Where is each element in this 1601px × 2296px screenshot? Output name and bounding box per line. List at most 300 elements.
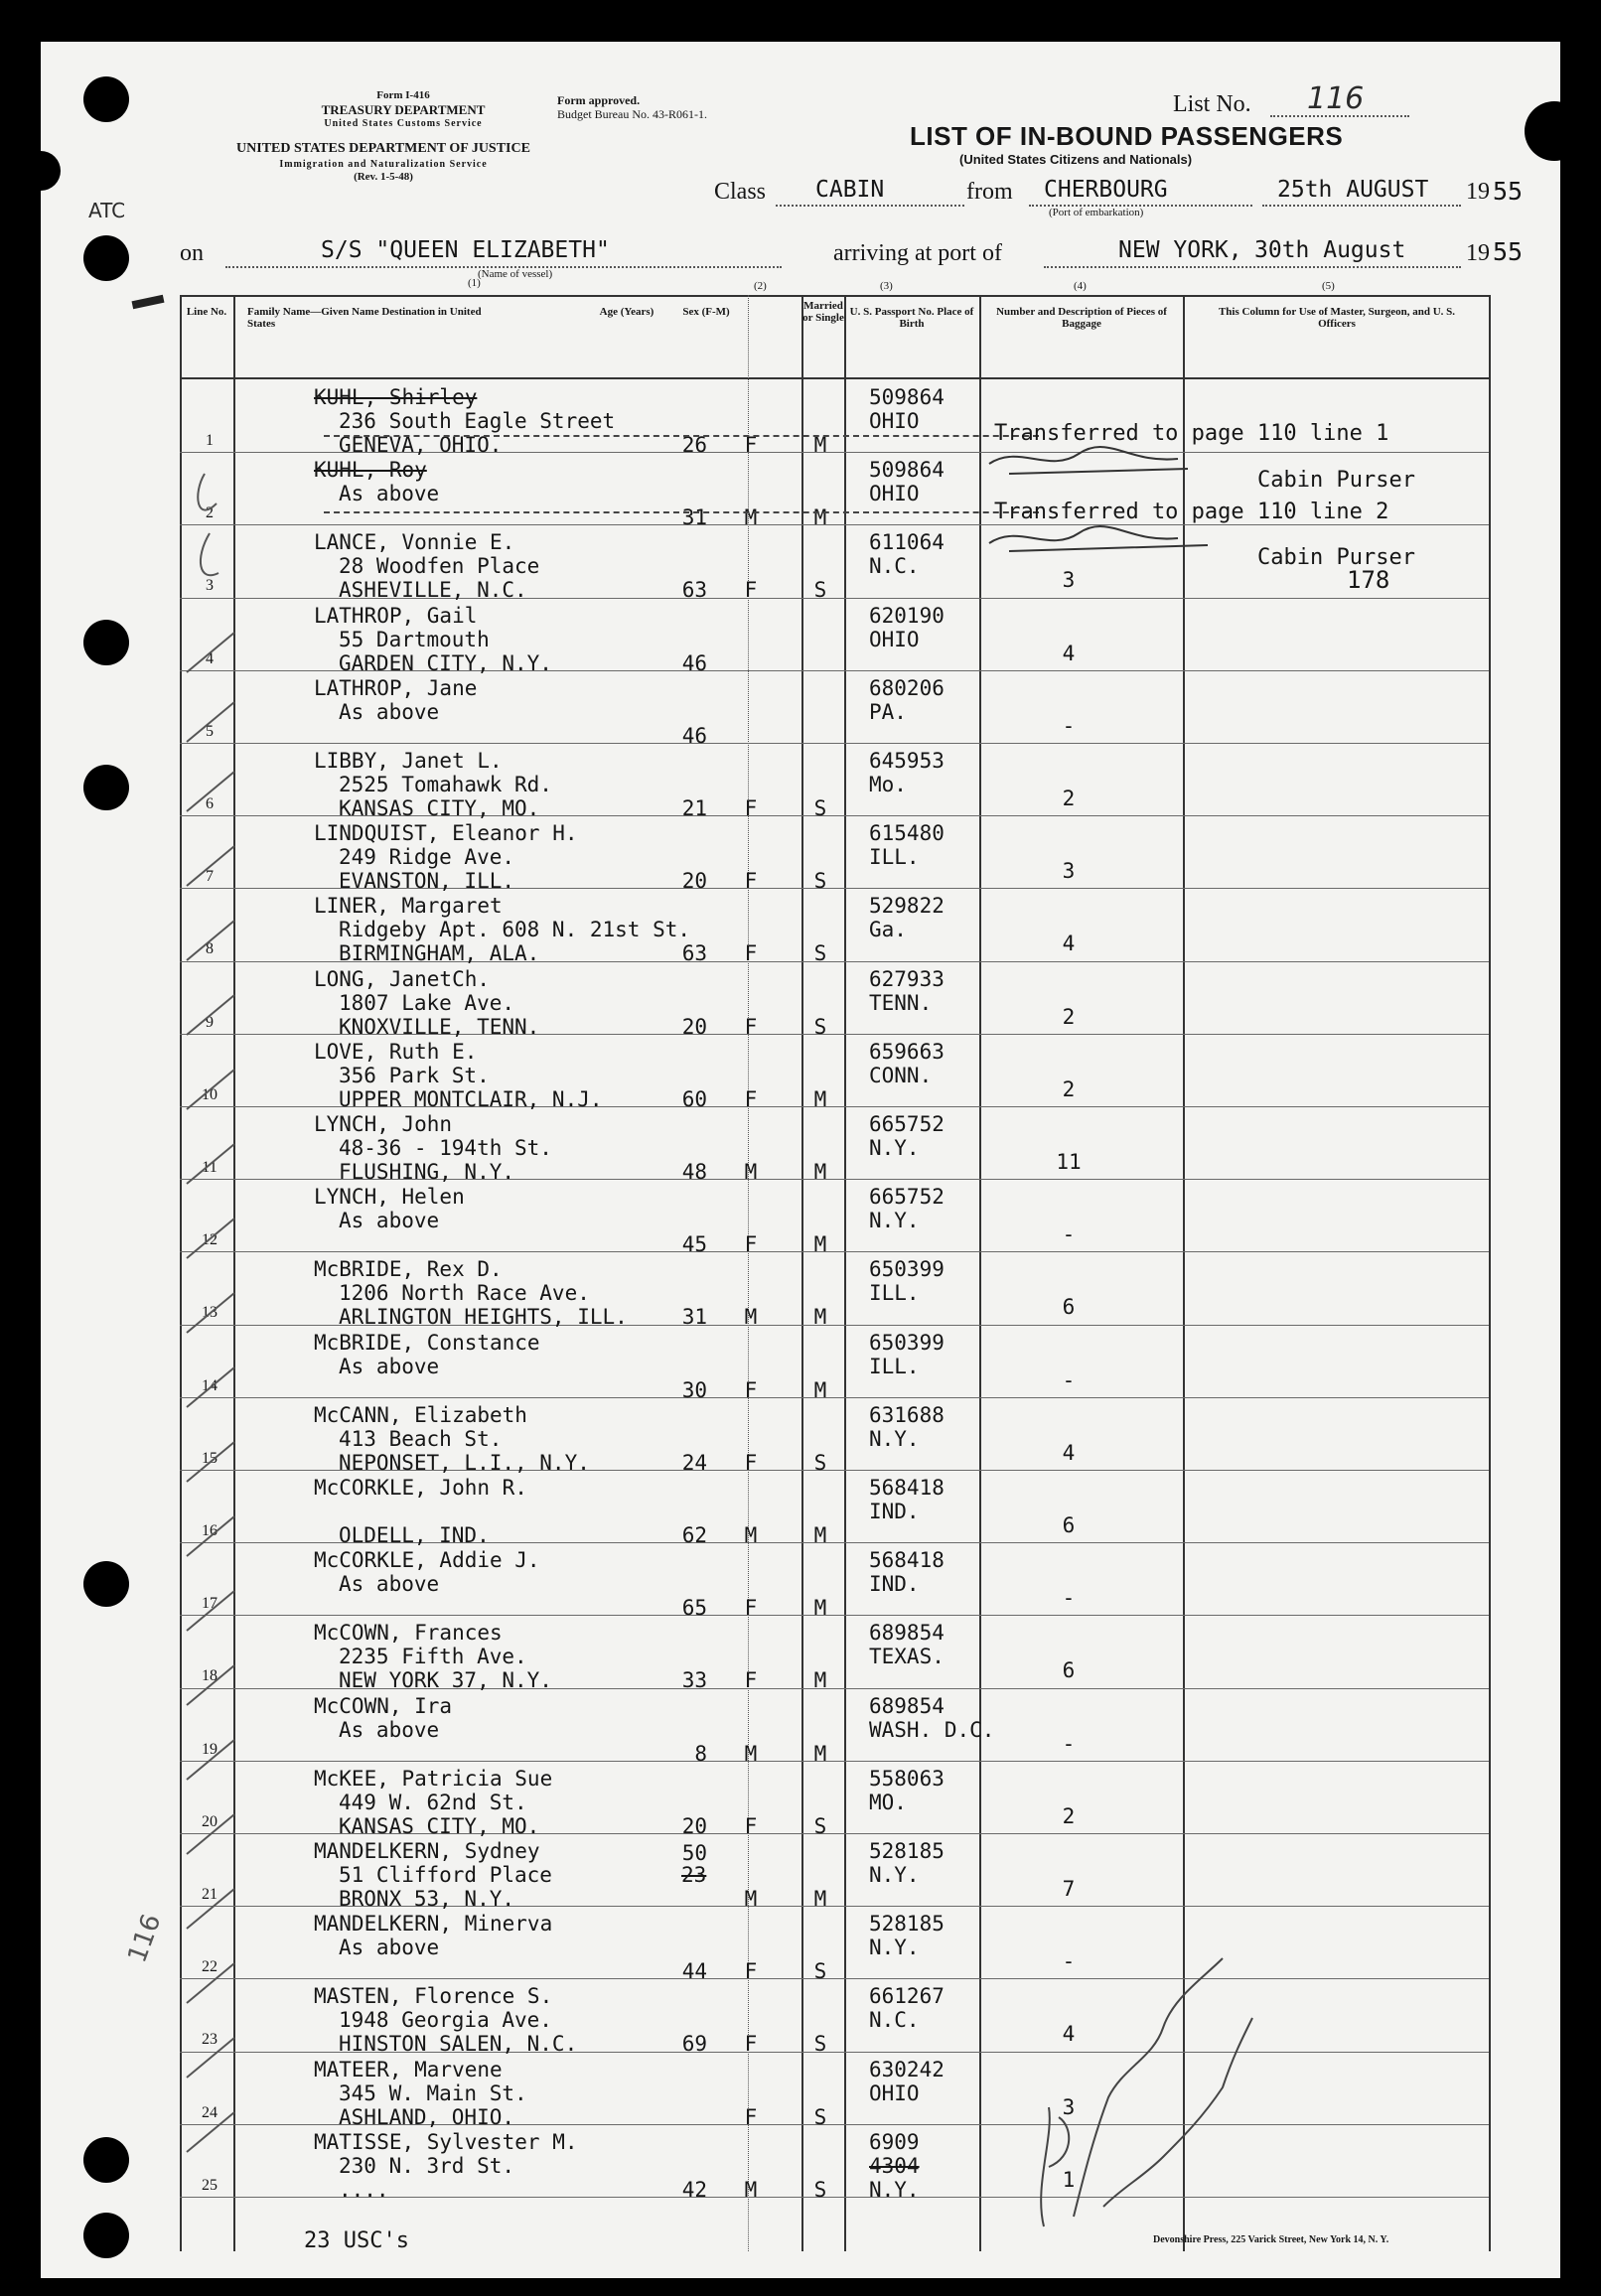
address-line-2: UPPER MONTCLAIR, N.J. xyxy=(339,1086,603,1111)
address-line-2: EVANSTON, ILL. xyxy=(339,869,515,894)
baggage-count: 7 xyxy=(1062,1877,1076,1901)
line-number: 23 xyxy=(202,2031,218,2049)
list-no-label: List No. xyxy=(1173,91,1251,117)
age: 8 xyxy=(694,1741,707,1766)
margin-116: 116 xyxy=(122,1910,168,1967)
line-number: 15 xyxy=(202,1449,218,1467)
marital-status: M xyxy=(813,1523,827,1547)
address-line-1: 28 Woodfen Place xyxy=(339,554,540,579)
sex: F xyxy=(744,1450,758,1475)
address-line-1: As above xyxy=(339,699,440,724)
baggage-count: 2 xyxy=(1062,787,1076,810)
strike-line xyxy=(324,511,1039,513)
col-num-1: (1) xyxy=(468,277,481,289)
passport-number: 558063 xyxy=(869,1766,945,1791)
sex: F xyxy=(744,578,758,603)
arrival-port: NEW YORK, xyxy=(1118,237,1242,263)
table-row xyxy=(180,1833,1489,1911)
table-row xyxy=(180,1688,1489,1766)
passenger-name: MANDELKERN, Sydney xyxy=(314,1839,540,1863)
passport-number: 509864 xyxy=(869,385,945,409)
place-of-birth: PA. xyxy=(869,699,907,724)
marital-status: S xyxy=(813,941,827,966)
age: 20 xyxy=(681,1014,707,1039)
address-line-1: 1948 Georgia Ave. xyxy=(339,2008,552,2033)
baggage-count: - xyxy=(1062,1949,1076,1974)
marital-status: M xyxy=(813,433,827,457)
passenger-name: MASTEN, Florence S. xyxy=(314,1984,553,2009)
from-value: CHERBOURG xyxy=(1044,177,1168,203)
address-line-1: 249 Ridge Ave. xyxy=(339,845,515,870)
age: 20 xyxy=(681,1813,707,1838)
address-line-1: 356 Park St. xyxy=(339,1063,490,1087)
passenger-name: KUHL, Shirley xyxy=(314,385,478,409)
marital-status: S xyxy=(813,796,827,820)
place-of-birth: MO. xyxy=(869,1790,907,1814)
sex: M xyxy=(744,1160,758,1184)
year1: 55 xyxy=(1493,177,1524,206)
place-of-birth: N.C. xyxy=(869,554,920,579)
place-of-birth: N.Y. xyxy=(869,1209,920,1233)
baggage-count: 3 xyxy=(1062,568,1076,593)
sex: F xyxy=(744,1813,758,1838)
margin-mark: ATC xyxy=(88,199,126,222)
baggage-count: - xyxy=(1062,1586,1076,1611)
sex: F xyxy=(744,941,758,966)
transfer-note-2: Transferred to page 110 line 2 xyxy=(994,500,1389,524)
passenger-name: McCOWN, Ira xyxy=(314,1693,453,1718)
year2: 55 xyxy=(1493,237,1524,266)
passenger-name: LYNCH, John xyxy=(314,1112,453,1136)
line-number: 18 xyxy=(202,1667,218,1685)
baggage-count: - xyxy=(1062,1222,1076,1247)
place-of-birth: ILL. xyxy=(869,1281,920,1306)
line-number: 21 xyxy=(202,1886,218,1903)
passenger-name: LIBBY, Janet L. xyxy=(314,749,503,773)
address-line-1: 51 Clifford Place xyxy=(339,1863,552,1887)
age: 26 xyxy=(681,433,707,457)
punch-hole xyxy=(41,151,61,191)
table-row xyxy=(180,1034,1489,1111)
col-num-2: (2) xyxy=(754,280,767,292)
line-number: 7 xyxy=(206,868,214,886)
age: 44 xyxy=(681,1959,707,1984)
passport-number: 665752 xyxy=(869,1185,945,1210)
address-line-2: KANSAS CITY, MO. xyxy=(339,796,540,820)
passenger-name: LINER, Margaret xyxy=(314,894,503,919)
table-row xyxy=(180,743,1489,820)
sex: F xyxy=(744,1596,758,1621)
baggage-count: 11 xyxy=(1056,1150,1082,1174)
col-header-sex: Sex (F-M) xyxy=(682,306,730,318)
address-line-2: ARLINGTON HEIGHTS, ILL. xyxy=(339,1305,628,1330)
address-line-2: KANSAS CITY, MO. xyxy=(339,1813,540,1838)
line-number: 16 xyxy=(202,1522,218,1539)
passport-number: 631688 xyxy=(869,1402,945,1427)
passport-number: 650399 xyxy=(869,1257,945,1282)
line-number: 5 xyxy=(206,722,214,740)
year2-prefix: 19 xyxy=(1466,240,1490,266)
arriving-label: arriving at port of xyxy=(833,240,1002,266)
printer-credit: Devonshire Press, 225 Varick Street, New York 14, N. Y. xyxy=(1153,2234,1389,2245)
marital-status: M xyxy=(813,1668,827,1693)
sex: M xyxy=(744,505,758,530)
list-no-value: 116 xyxy=(1307,81,1365,116)
sex: F xyxy=(744,869,758,894)
address-line-2: ASHEVILLE, N.C. xyxy=(339,578,527,603)
sex: F xyxy=(744,1232,758,1257)
marital-status: S xyxy=(813,1450,827,1475)
passenger-name: McKEE, Patricia Sue xyxy=(314,1766,553,1791)
address-line-2: BRONX 53, N.Y. xyxy=(339,1887,515,1911)
page-title: LIST OF IN-BOUND PASSENGERS xyxy=(910,121,1344,151)
table-row xyxy=(180,1325,1489,1402)
address-line-1: 236 South Eagle Street xyxy=(339,409,616,433)
strike-line xyxy=(324,435,1039,437)
passport-number: 528185 xyxy=(869,1839,945,1863)
passenger-name: McCORKLE, Addie J. xyxy=(314,1548,540,1573)
table-row xyxy=(180,815,1489,894)
line-number: 12 xyxy=(202,1231,218,1249)
address-line-2: BIRMINGHAM, ALA. xyxy=(339,941,540,966)
passenger-name: LATHROP, Jane xyxy=(314,675,478,700)
punch-hole xyxy=(83,620,129,665)
age: 63 xyxy=(681,941,707,966)
address-line-2: ASHLAND, OHIO. xyxy=(339,2104,515,2129)
col-header-baggage: Number and Description of Pieces of Baggage xyxy=(996,306,1167,330)
signature-scribbles xyxy=(979,434,1277,573)
passenger-name: LATHROP, Gail xyxy=(314,603,478,628)
budget-bureau: Budget Bureau No. 43-R061-1. xyxy=(557,107,707,121)
place-of-birth: N.Y. xyxy=(869,2177,920,2202)
baggage-count: - xyxy=(1062,1731,1076,1756)
baggage-count: 4 xyxy=(1062,2022,1076,2047)
passenger-name: LONG, JanetCh. xyxy=(314,966,491,991)
baggage-count: 4 xyxy=(1062,1440,1076,1465)
passport-number: 645953 xyxy=(869,749,945,773)
baggage-count: - xyxy=(1062,1367,1076,1392)
table-row xyxy=(180,1470,1489,1547)
address-line-2: .... xyxy=(339,2177,389,2202)
punch-hole xyxy=(83,235,129,281)
punch-hole xyxy=(83,76,129,122)
age: 31 xyxy=(681,505,707,530)
baggage-count: 4 xyxy=(1062,641,1076,665)
passport-number: 630242 xyxy=(869,2057,945,2081)
sex: F xyxy=(744,2104,758,2129)
col-header-married: Married or Single xyxy=(802,300,844,324)
passport-number: 620190 xyxy=(869,603,945,628)
sex: F xyxy=(744,1377,758,1402)
page-subtitle: (United States Citizens and Nationals) xyxy=(959,152,1193,167)
purser-note-1: Cabin Purser xyxy=(1257,468,1415,493)
passenger-name: McCORKLE, John R. xyxy=(314,1476,527,1500)
address-line-2: KNOXVILLE, TENN. xyxy=(339,1014,540,1039)
age: 31 xyxy=(681,1305,707,1330)
passport-number: 627933 xyxy=(869,966,945,991)
passport-number: 689854 xyxy=(869,1693,945,1718)
col-num-5: (5) xyxy=(1322,280,1335,292)
baggage-count: 2 xyxy=(1062,1803,1076,1828)
handwritten-scrawl xyxy=(1014,1938,1272,2236)
address-line-1: 449 W. 62nd St. xyxy=(339,1790,527,1814)
age: 21 xyxy=(681,796,707,820)
footer-count: 23 USC's xyxy=(304,2228,409,2253)
marital-status: S xyxy=(813,1813,827,1838)
form-approved: Form approved. xyxy=(557,93,641,107)
marital-status: S xyxy=(813,1959,827,1984)
sex: M xyxy=(744,1887,758,1911)
age: 50 xyxy=(681,1841,707,1865)
sex: F xyxy=(744,1668,758,1693)
passenger-name: MATISSE, Sylvester M. xyxy=(314,2129,578,2154)
place-of-birth: Ga. xyxy=(869,918,907,942)
marital-status: S xyxy=(813,2177,827,2202)
place-of-birth: ILL. xyxy=(869,1354,920,1378)
vessel-name: S/S "QUEEN ELIZABETH" xyxy=(321,237,610,263)
line-number: 19 xyxy=(202,1740,218,1758)
address-line-1: 345 W. Main St. xyxy=(339,2081,527,2105)
passport-number: 611064 xyxy=(869,530,945,555)
passport-number: 650399 xyxy=(869,1330,945,1355)
port-embark-caption: (Port of embarkation) xyxy=(1049,207,1144,218)
revision: (Rev. 1-5-48) xyxy=(354,171,413,183)
sex: M xyxy=(744,1741,758,1766)
address-line-1: 2235 Fifth Ave. xyxy=(339,1645,527,1669)
table-row xyxy=(180,961,1489,1039)
address-line-2: FLUSHING, N.Y. xyxy=(339,1160,515,1184)
passport-number: 615480 xyxy=(869,821,945,846)
marital-status: M xyxy=(813,1160,827,1184)
passport-number: 661267 xyxy=(869,1984,945,2009)
place-of-birth: IND. xyxy=(869,1500,920,1523)
baggage-count: 6 xyxy=(1062,1295,1076,1320)
table-row xyxy=(180,1179,1489,1257)
baggage-count: 2 xyxy=(1062,1004,1076,1029)
passenger-name: MANDELKERN, Minerva xyxy=(314,1912,553,1937)
sex: M xyxy=(744,2177,758,2202)
marital-status: S xyxy=(813,2104,827,2129)
punch-hole xyxy=(83,1561,129,1607)
form-number: Form I-416 xyxy=(376,89,430,101)
baggage-count: 3 xyxy=(1062,859,1076,884)
address-line-2: GENEVA, OHIO. xyxy=(339,433,503,457)
address-line-1: 230 N. 3rd St. xyxy=(339,2153,515,2178)
passport-number: 680206 xyxy=(869,675,945,700)
col-header-name: Family Name—Given Name Destination in United States xyxy=(247,306,482,330)
table-row xyxy=(180,888,1489,966)
place-of-birth: ILL. xyxy=(869,845,920,870)
age: 62 xyxy=(681,1523,707,1547)
treasury-department: TREASURY DEPARTMENT xyxy=(321,102,486,117)
marital-status: M xyxy=(813,1887,827,1911)
col-header-officers: This Column for Use of Master, Surgeon, and U. S. Officers xyxy=(1218,306,1456,330)
place-of-birth: OHIO xyxy=(869,409,920,433)
address-line-1: 413 Beach St. xyxy=(339,1426,503,1451)
table-row xyxy=(180,598,1489,675)
sex: F xyxy=(744,2032,758,2057)
age: 48 xyxy=(681,1160,707,1184)
address-line-2: NEW YORK 37, N.Y. xyxy=(339,1668,552,1693)
line-number: 24 xyxy=(202,2103,218,2121)
transfer-note-1: Transferred to page 110 line 1 xyxy=(994,421,1389,446)
age: 46 xyxy=(681,650,707,675)
age: 65 xyxy=(681,1596,707,1621)
age: 63 xyxy=(681,578,707,603)
baggage-count: 6 xyxy=(1062,1513,1076,1537)
place-of-birth: Mo. xyxy=(869,773,907,796)
address-line-1: As above xyxy=(339,482,440,506)
marital-status: M xyxy=(813,1232,827,1257)
marital-status: M xyxy=(813,1305,827,1330)
age: 60 xyxy=(681,1086,707,1111)
passport-number: 528185 xyxy=(869,1912,945,1937)
address-line-1: As above xyxy=(339,1572,440,1597)
table-row xyxy=(180,1397,1489,1475)
line-number: 14 xyxy=(202,1376,218,1394)
address-line-1: 48-36 - 194th St. xyxy=(339,1136,552,1160)
age: 24 xyxy=(681,1450,707,1475)
marital-status: S xyxy=(813,2032,827,2057)
manifest-page xyxy=(41,42,1560,2278)
place-of-birth: WASH. D.C. xyxy=(869,1717,995,1742)
passenger-name: McBRIDE, Rex D. xyxy=(314,1257,503,1282)
line-number: 6 xyxy=(206,795,214,812)
col-num-4: (4) xyxy=(1074,280,1087,292)
marital-status: S xyxy=(813,578,827,603)
address-line-1: 1807 Lake Ave. xyxy=(339,990,515,1015)
col-header-age: Age (Years) xyxy=(599,306,655,318)
passport-number: 568418 xyxy=(869,1476,945,1500)
line-number: 2 xyxy=(206,504,214,522)
line-number: 17 xyxy=(202,1595,218,1613)
purser-note-2: Cabin Purser xyxy=(1257,545,1415,570)
place-of-birth: OHIO xyxy=(869,2081,920,2105)
sex: F xyxy=(744,796,758,820)
date-from: 25th AUGUST xyxy=(1277,177,1429,203)
age: 30 xyxy=(681,1377,707,1402)
line-number: 1 xyxy=(206,432,214,449)
col-header-line-no: Line No. xyxy=(186,306,227,318)
age: 46 xyxy=(681,723,707,748)
table-row xyxy=(180,1251,1489,1330)
marital-status: M xyxy=(813,505,827,530)
age: 20 xyxy=(681,869,707,894)
place-of-birth: TENN. xyxy=(869,990,933,1015)
address-line-1: 2525 Tomahawk Rd. xyxy=(339,773,552,796)
line-number: 9 xyxy=(206,1013,214,1031)
passenger-name: McCOWN, Frances xyxy=(314,1621,503,1646)
punch-hole xyxy=(83,2137,129,2183)
sex: F xyxy=(744,1086,758,1111)
col-num-3: (3) xyxy=(880,280,893,292)
marital-status: M xyxy=(813,1086,827,1111)
sex: M xyxy=(744,1305,758,1330)
address-line-1: 1206 North Race Ave. xyxy=(339,1281,590,1306)
passport-number: 568418 xyxy=(869,1548,945,1573)
place-of-birth: OHIO xyxy=(869,482,920,506)
year1-prefix: 19 xyxy=(1466,179,1490,205)
on-label: on xyxy=(180,240,204,266)
line-number: 25 xyxy=(202,2176,218,2194)
address-line-1: As above xyxy=(339,1209,440,1233)
passport-number: 509864 xyxy=(869,458,945,483)
marital-status: M xyxy=(813,1741,827,1766)
marital-status: M xyxy=(813,1596,827,1621)
sex: M xyxy=(744,1523,758,1547)
arrival-date: 30th August xyxy=(1254,237,1406,263)
passport-number: 689854 xyxy=(869,1621,945,1646)
baggage-count: 6 xyxy=(1062,1658,1076,1683)
passenger-name: McCANN, Elizabeth xyxy=(314,1402,527,1427)
address-line-2: NEPONSET, L.I., N.Y. xyxy=(339,1450,590,1475)
place-of-birth: N.Y. xyxy=(869,1136,920,1160)
line-number: 13 xyxy=(202,1304,218,1322)
dept-justice: UNITED STATES DEPARTMENT OF JUSTICE xyxy=(236,141,530,156)
baggage-count: 3 xyxy=(1062,2094,1076,2119)
punch-hole xyxy=(83,765,129,810)
table-row xyxy=(180,1761,1489,1838)
address-line-2: GARDEN CITY, N.Y. xyxy=(339,650,552,675)
address-line-1: As above xyxy=(339,1354,440,1378)
age: 45 xyxy=(681,1232,707,1257)
officer-note: 178 xyxy=(1347,566,1390,595)
place-of-birth: TEXAS. xyxy=(869,1645,945,1669)
line-number: 3 xyxy=(206,577,214,595)
line-number: 20 xyxy=(202,1812,218,1830)
age: 33 xyxy=(681,1668,707,1693)
passenger-name: McBRIDE, Constance xyxy=(314,1330,540,1355)
passenger-name: LOVE, Ruth E. xyxy=(314,1039,478,1064)
age: 42 xyxy=(681,2177,707,2202)
line-number: 22 xyxy=(202,1958,218,1976)
address-line-1: As above xyxy=(339,1936,440,1960)
class-label: Class xyxy=(714,179,767,205)
marital-status: M xyxy=(813,1377,827,1402)
place-of-birth: OHIO xyxy=(869,627,920,651)
marital-status: S xyxy=(813,869,827,894)
passport-number: 665752 xyxy=(869,1112,945,1136)
passenger-name: LINDQUIST, Eleanor H. xyxy=(314,821,578,846)
passenger-name: LANCE, Vonnie E. xyxy=(314,530,515,555)
table-row xyxy=(180,2124,1489,2202)
struck-passport: 4304 xyxy=(869,2153,920,2178)
table-row xyxy=(180,1615,1489,1693)
passport-number: 659663 xyxy=(869,1039,945,1064)
address-line-2: HINSTON SALEN, N.C. xyxy=(339,2032,578,2057)
line-number: 10 xyxy=(202,1085,218,1103)
line-number: 8 xyxy=(206,940,214,958)
sex: F xyxy=(744,1959,758,1984)
passenger-name: KUHL, Roy xyxy=(314,458,427,483)
marital-status: S xyxy=(813,1014,827,1039)
vessel-caption: (Name of vessel) xyxy=(478,268,553,280)
col-header-passport: U. S. Passport No. Place of Birth xyxy=(849,306,974,330)
table-row xyxy=(180,1906,1489,1984)
passport-number: 6909 xyxy=(869,2129,920,2154)
punch-hole xyxy=(83,2213,129,2258)
punch-hole xyxy=(1525,101,1560,161)
baggage-count: 1 xyxy=(1062,2167,1076,2192)
customs-service: United States Customs Service xyxy=(324,118,483,129)
place-of-birth: N.Y. xyxy=(869,1863,920,1887)
baggage-count: 2 xyxy=(1062,1076,1076,1101)
address-line-1: 55 Dartmouth xyxy=(339,627,490,651)
sex: F xyxy=(744,1014,758,1039)
table-row xyxy=(180,670,1489,748)
class-value: CABIN xyxy=(815,177,885,203)
place-of-birth: N.Y. xyxy=(869,1426,920,1451)
